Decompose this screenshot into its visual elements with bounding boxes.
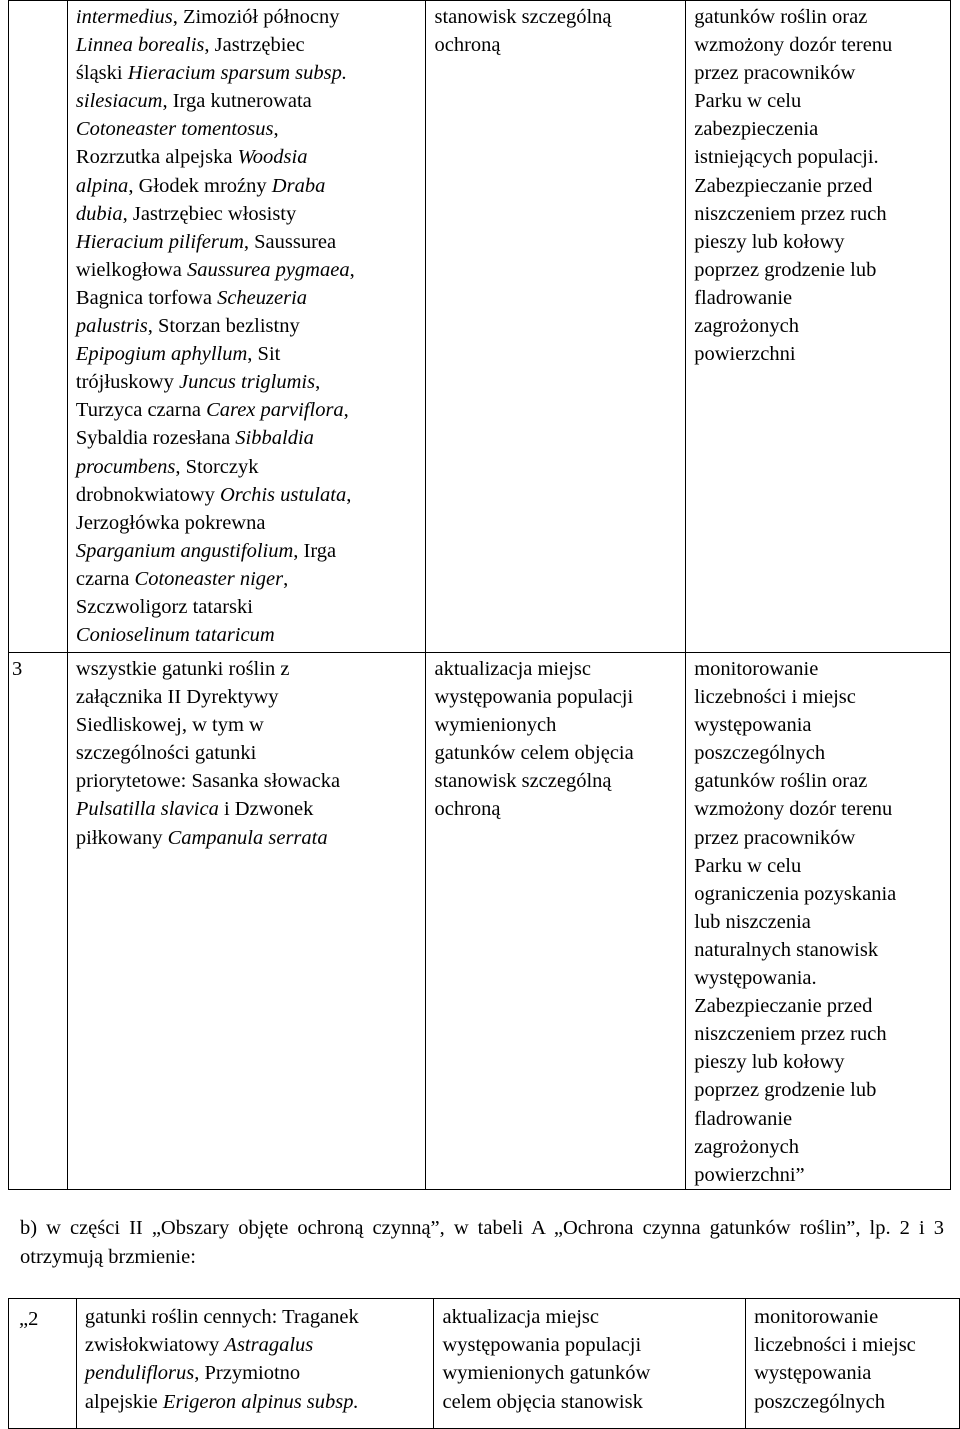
latin-name: Hieracium piliferum [75, 230, 244, 253]
latin-name: Campanula serrata [167, 826, 328, 849]
amendment-paragraph: b) w części II „Obszary objęte ochroną czynną”, w tabeli A „Ochrona czynna gatunków roślin”, lp. 2 i 3 otrzymują brzmienie: [20, 1217, 944, 1268]
text-run: , Jastrzębiec śląski [75, 34, 305, 85]
text-run: , Bagnica torfowa [75, 258, 355, 309]
text-run: , Sybaldia rozesłana [75, 399, 349, 450]
latin-name: Epipogium aphyllum [75, 343, 248, 366]
species-list [67, 653, 426, 1190]
text-run: , Storczyk drobnokwiatowy [75, 455, 259, 506]
latin-name: Draba dubia [75, 174, 326, 225]
table-row [9, 653, 951, 1190]
latin-name: Woodsia alpina [75, 146, 308, 197]
protection-measures: gatunków roślin oraz wzmożony dozór terenu przez pracowników Parku w celu zabezpieczenia istniejących populacji. Zabezpieczanie przed niszczeniem przez ruch pieszy lub kołowy poprzez grodzenie lub fladrowanie zagrożonych powierzchni [686, 1, 951, 653]
latin-name: Orchis ustulata [219, 483, 347, 506]
text-run: , Storzan bezlistny [147, 315, 300, 338]
text-run: , Przymiotno alpejskie [84, 1362, 301, 1413]
species-list [76, 1299, 434, 1429]
species-list [67, 1, 426, 653]
text-run: , Irga czarna [75, 539, 337, 590]
latin-name: Juncus triglumis [178, 371, 316, 394]
protection-action: stanowisk szczególną ochroną [426, 1, 686, 653]
text-run: , Irga kutnerowata [162, 90, 312, 113]
latin-name: Sparganium angustifolium [75, 539, 294, 562]
protection-measures: monitorowanie liczebności i miejsc występowania poszczególnych [746, 1299, 960, 1429]
protection-action: aktualizacja miejsc występowania populacji wymienionych gatunków celem objęcia stanowisk szczególną ochroną [426, 653, 686, 1190]
latin-name: intermedius [75, 6, 173, 28]
active-protection-table [8, 1298, 960, 1429]
text-run: , Turzyca czarna [75, 371, 321, 422]
text-run: , Jerzogłówka pokrewna [75, 483, 352, 534]
latin-name: Hieracium sparsum subsp. silesiacum [75, 62, 347, 113]
text-run: , Szczwoligorz tatarski [75, 567, 289, 618]
latin-name: Carex parviflora [206, 399, 344, 422]
latin-name: Cotoneaster tomentosus [75, 118, 274, 141]
species-protection-table [8, 0, 951, 1190]
protection-measures: monitorowanie liczebności i miejsc występowania poszczególnych gatunków roślin oraz wzmożony dozór terenu przez pracowników Parku w celu ograniczenia pozyskania lub niszczenia naturalnych stanowisk występowania. Zabezpieczanie przed niszczeniem przez ruch pieszy lub kołowy poprzez grodzenie lub fladrowanie zagrożonych powierzchni” [686, 653, 951, 1190]
text-run: , Rozrzutka alpejska [75, 118, 279, 169]
latin-name: Scheuzeria palustris [75, 286, 308, 338]
text-run: gatunki roślin cennych: Traganek zwisłokwiatowy [84, 1306, 359, 1357]
text-run: , Jastrzębiec włosisty [122, 202, 297, 225]
table-row [9, 1299, 960, 1429]
latin-name: Sibbaldia procumbens [75, 427, 314, 478]
table-row [9, 1, 951, 653]
latin-name: Erigeron alpinus subsp. [162, 1390, 359, 1413]
text-run: wszystkie gatunki roślin z załącznika II Dyrektywy Siedliskowej, w tym w szczególności gatunki priorytetowe: Sasanka słowacka [75, 658, 341, 793]
latin-name: Cotoneaster niger [134, 567, 284, 590]
text-run: i Dzwonek piłkowany [75, 798, 314, 849]
row-number: „2 [9, 1299, 77, 1429]
text-run: , Głodek mroźny [128, 174, 272, 197]
latin-name: Astragalus penduliflorus [84, 1334, 314, 1385]
text-run: , Saussurea wielkogłowa [75, 230, 337, 281]
text-run: , Sit trójłuskowy [75, 343, 281, 394]
latin-name: Saussurea pygmaea [186, 258, 350, 281]
latin-name: Conioselinum tataricum [75, 624, 275, 647]
row-number: 3 [9, 653, 68, 1190]
text-run: , Zimoziół północny [172, 6, 340, 28]
latin-name: Pulsatilla slavica [75, 798, 219, 821]
protection-action: aktualizacja miejsc występowania populacji wymienionych gatunków celem objęcia stanowisk [434, 1299, 746, 1429]
latin-name: Linnea borealis [75, 34, 205, 57]
row-number [9, 1, 68, 653]
